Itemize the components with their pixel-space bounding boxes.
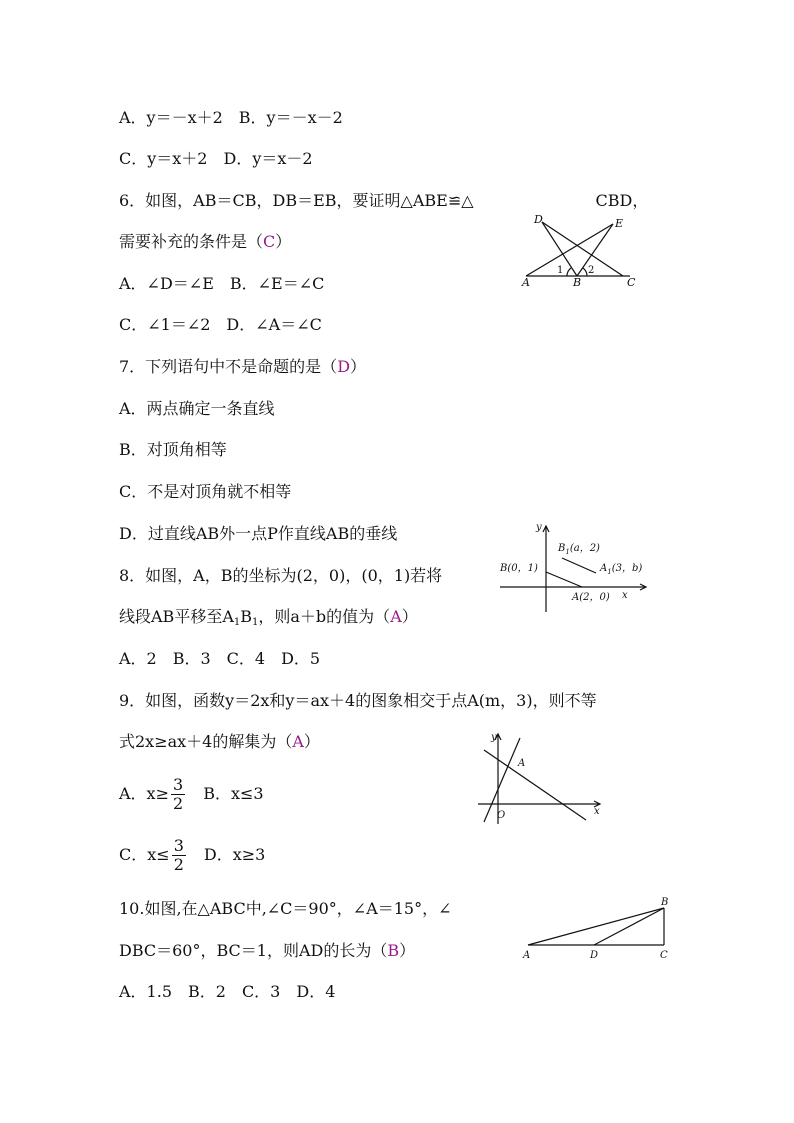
q5-options-cd: C．y＝x＋2 D．y＝x－2 bbox=[119, 149, 313, 168]
q6-line-eb bbox=[577, 224, 613, 276]
q8-label-a: A(2，0) bbox=[572, 592, 610, 603]
q9-stem-line2 bbox=[119, 731, 320, 753]
q8-segment-a1b1 bbox=[562, 558, 596, 573]
q10-line-ab bbox=[528, 908, 664, 945]
q8-label-a1-coord: (3，b) bbox=[611, 563, 643, 574]
q9-option-d: D．x≥3 bbox=[187, 845, 266, 864]
q7-option-a: A．两点确定一条直线 bbox=[119, 399, 275, 418]
q6-stem-line1 bbox=[119, 190, 648, 212]
q8-stem-a: 线段AB平移至A bbox=[119, 607, 234, 626]
q10-line-db bbox=[594, 908, 664, 945]
q6-stem-text: 需要补充的条件是（ bbox=[119, 232, 264, 251]
q7-close: ） bbox=[350, 357, 367, 376]
q6-label-c: C bbox=[627, 276, 636, 289]
q8-label-b1-letter: B bbox=[558, 543, 566, 554]
q8-label-b1 bbox=[557, 543, 600, 556]
q6-close: ） bbox=[275, 232, 292, 251]
q8-stem-c: ，则a＋b的值为（ bbox=[258, 607, 391, 626]
q8-label-b1-coord: (a，2) bbox=[569, 543, 600, 554]
q8-label-a1 bbox=[599, 563, 642, 576]
q6-label-1: 1 bbox=[557, 265, 564, 276]
q9-label-y: y bbox=[491, 732, 497, 743]
q7-answer: D bbox=[337, 357, 351, 376]
q9-options-ab bbox=[119, 774, 264, 814]
q6-line-ea bbox=[526, 224, 613, 276]
q9-option-c-pre: C．x≤ bbox=[119, 845, 170, 864]
q10-figure bbox=[518, 894, 680, 964]
q6-label-b: B bbox=[573, 276, 582, 289]
q9-answer: A bbox=[292, 732, 304, 751]
q9-option-a-fraction bbox=[171, 776, 185, 813]
q10-answer: B bbox=[387, 941, 400, 960]
q7-option-d: D．过直线AB外一点P作直线AB的垂线 bbox=[119, 524, 398, 543]
q10-options: A．1.5 B．2 C．3 D．4 bbox=[119, 982, 336, 1001]
q9-label-x: x bbox=[594, 806, 600, 817]
q6-angle2-arc bbox=[583, 268, 587, 276]
q6-stem-part1: 6．如图，AB＝CB，DB＝EB，要证明△ABE≌△ bbox=[119, 191, 474, 210]
q6-label-d: D bbox=[534, 213, 543, 226]
q6-label-e: E bbox=[615, 217, 624, 230]
q7-stem-text: 7．下列语句中不是命题的是（ bbox=[119, 357, 338, 376]
q10-label-d: D bbox=[590, 950, 599, 961]
q8-label-a1-letter: A bbox=[600, 563, 608, 574]
q7-stem bbox=[119, 356, 366, 378]
q8-figure bbox=[496, 518, 656, 614]
q9-label-o: O bbox=[497, 810, 506, 821]
q9-option-c-fraction bbox=[172, 837, 186, 874]
q7-option-b: B．对顶角相等 bbox=[119, 440, 227, 459]
q6-options-ab: A．∠D＝∠E B．∠E＝∠C bbox=[119, 274, 325, 293]
q8-stem-line1: 8．如图，A，B的坐标为(2，0)，(0，1)若将 bbox=[119, 566, 443, 585]
q10-stem-text: DBC＝60°，BC＝1，则AD的长为（ bbox=[119, 941, 388, 960]
q10-stem-line1: 10.如图,在△ABC中,∠C＝90°，∠A＝15°，∠ bbox=[119, 899, 452, 918]
q8-label-a1-sub: 1 bbox=[607, 568, 612, 576]
q9-stem-line1: 9．如图，函数y＝2x和y＝ax＋4的图象相交于点A(m，3)，则不等 bbox=[119, 691, 597, 710]
q10-label-b: B bbox=[661, 897, 669, 908]
q8-close: ） bbox=[401, 607, 418, 626]
q8-sub2: 1 bbox=[252, 617, 259, 628]
q6-stem-line2 bbox=[119, 231, 291, 253]
q8-stem-line2 bbox=[119, 606, 418, 628]
q9-stem-text: 式2x≥ax＋4的解集为（ bbox=[119, 732, 293, 751]
q9-frac-c-den: 2 bbox=[173, 855, 184, 874]
q8-sub1: 1 bbox=[233, 617, 241, 628]
q10-label-a: A bbox=[523, 950, 531, 961]
q9-frac-a-num: 3 bbox=[173, 775, 184, 794]
q9-options-cd bbox=[119, 835, 265, 875]
q6-angle1-arc bbox=[567, 268, 571, 276]
q9-figure bbox=[476, 730, 606, 826]
q10-close: ） bbox=[399, 941, 416, 960]
q8-stem-b: B bbox=[240, 607, 253, 626]
q9-close: ） bbox=[303, 732, 320, 751]
q6-stem-part2: CBD， bbox=[595, 191, 649, 210]
q9-label-a: A bbox=[518, 758, 526, 769]
q9-frac-c-num: 3 bbox=[173, 836, 184, 855]
q6-label-2: 2 bbox=[588, 265, 595, 276]
q8-label-b: B(0，1) bbox=[500, 563, 538, 574]
q9-option-b: B．x≤3 bbox=[187, 784, 264, 803]
q6-figure bbox=[520, 212, 640, 290]
q6-label-a: A bbox=[522, 276, 530, 289]
q8-answer: A bbox=[390, 607, 402, 626]
q8-label-y: y bbox=[536, 522, 542, 533]
q7-option-c: C．不是对顶角就不相等 bbox=[119, 482, 292, 501]
q5-options-ab: A．y＝－x＋2 B．y＝－x－2 bbox=[119, 108, 343, 127]
q6-answer: C bbox=[263, 232, 276, 251]
q6-options-cd: C．∠1＝∠2 D．∠A＝∠C bbox=[119, 315, 322, 334]
q8-segment-ab bbox=[546, 572, 582, 587]
q8-label-b1-sub: 1 bbox=[565, 548, 570, 556]
q8-options: A．2 B．3 C．4 D．5 bbox=[119, 649, 321, 668]
q9-option-a-pre: A．x≥ bbox=[119, 784, 169, 803]
q10-label-c: C bbox=[660, 950, 668, 961]
q10-stem-line2 bbox=[119, 940, 415, 962]
q8-label-x: x bbox=[622, 590, 628, 601]
q9-frac-a-den: 2 bbox=[173, 794, 184, 813]
